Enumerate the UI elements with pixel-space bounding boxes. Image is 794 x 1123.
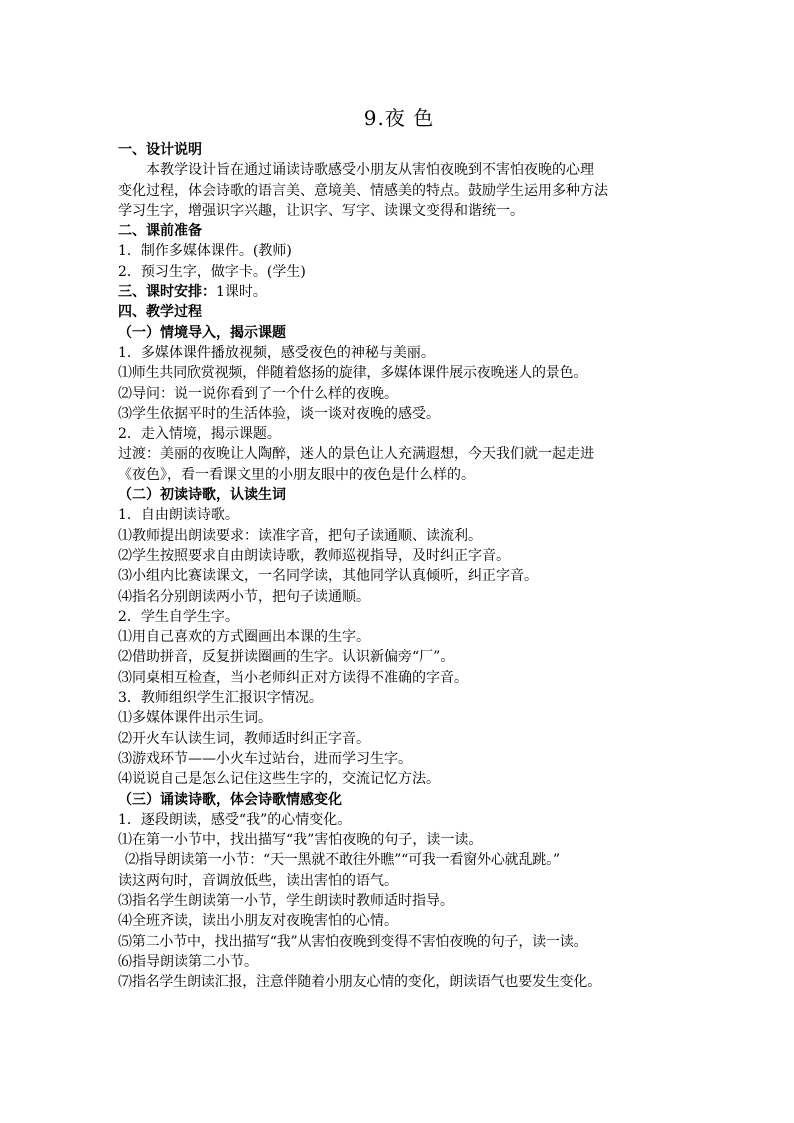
section-heading-label: 三、课时安排： — [118, 284, 216, 301]
list-item: 1．逐段朗读，感受“我”的心情变化。 — [118, 811, 352, 828]
list-item: 1．多媒体课件播放视频，感受夜色的神秘与美丽。 — [118, 344, 435, 361]
section-heading: 二、课前准备 — [118, 223, 202, 240]
list-item: ⑴在第一小节中，找出描写“我”害怕夜晚的句子，读一读。 — [118, 832, 483, 849]
list-item: ⑷说说自己是怎么记住这些生字的，交流记忆方法。 — [118, 771, 440, 788]
list-item: ⑵指导朗读第一小节：“天一黑就不敢往外瞧”“可我一看窗外心就乱跳。” — [125, 852, 560, 869]
list-item: 2．预习生字，做字卡。(学生) — [118, 263, 306, 280]
list-item: 2．学生自学生字。 — [118, 608, 239, 625]
list-item: ⑵导问：说一说你看到了一个什么样的夜晚。 — [118, 385, 398, 402]
list-item: ⑶游戏环节——小火车过站台，进而学习生字。 — [118, 750, 412, 767]
list-item: ⑵开火车认读生词，教师适时纠正字音。 — [118, 730, 370, 747]
paragraph-line: 读这两句时，音调放低些，读出害怕的语气。 — [118, 872, 398, 889]
list-item: 3．教师组织学生汇报识字情况。 — [118, 690, 323, 707]
list-item: 1．制作多媒体课件。(教师) — [118, 243, 292, 260]
list-item: ⑴用自己喜欢的方式圈画出本课的生字。 — [118, 629, 370, 646]
paragraph-line: 本教学设计旨在通过诵读诗歌感受小朋友从害怕夜晚到不害怕夜晚的心理 — [146, 162, 594, 179]
section-heading: 四、教学过程 — [118, 304, 202, 321]
section-heading-inline — [118, 282, 680, 302]
page-title: 9.夜 色 — [363, 106, 435, 130]
paragraph-line: 《夜色》，看一看课文里的小朋友眼中的夜色是什么样的。 — [118, 466, 475, 483]
paragraph-line: 过渡：美丽的夜晚让人陶醉，迷人的景色让人充满遐想，今天我们就一起走进 — [118, 446, 594, 463]
list-item: ⑴教师提出朗读要求：读准字音，把句子读通顺、读流利。 — [118, 527, 482, 544]
paragraph-line: 学习生字，增强识字兴趣，让识字、写字、读课文变得和谐统一。 — [118, 202, 524, 219]
list-item: ⑶小组内比赛读课文，一名同学读，其他同学认真倾听，纠正字音。 — [118, 568, 538, 585]
list-item: ⑷指名分别朗读两小节，把句子读通顺。 — [118, 588, 370, 605]
list-item: ⑶同桌相互检查，当小老师纠正对方读得不准确的字音。 — [118, 669, 468, 686]
list-item: ⑺指名学生朗读汇报，注意伴随着小朋友心情的变化，朗读语气也要发生变化。 — [118, 974, 601, 991]
list-item: 2．走入情境，揭示课题。 — [118, 426, 281, 443]
list-item: ⑵学生按照要求自由朗读诗歌，教师巡视指导，及时纠正字音。 — [118, 547, 510, 564]
section-heading-value: 1课时。 — [216, 284, 267, 301]
list-item: ⑴师生共同欣赏视频，伴随着悠扬的旋律，多媒体课件展示夜晚迷人的景色。 — [118, 365, 588, 382]
list-item: 1．自由朗读诗歌。 — [118, 507, 239, 524]
list-item: ⑹指导朗读第二小节。 — [118, 953, 258, 970]
paragraph-line: 变化过程，体会诗歌的语言美、意境美、情感美的特点。鼓励学生运用多种方法 — [118, 182, 608, 199]
document-page — [118, 104, 680, 992]
list-item: ⑴多媒体课件出示生词。 — [118, 710, 272, 727]
section-heading: 一、设计说明 — [118, 142, 202, 158]
subsection-heading: （三）诵读诗歌，体会诗歌情感变化 — [118, 791, 342, 808]
subsection-heading: （二）初读诗歌，认读生词 — [118, 487, 286, 504]
list-item: ⑶学生依据平时的生活体验，谈一谈对夜晚的感受。 — [118, 405, 440, 422]
subsection-heading: （一）情境导入，揭示课题 — [118, 324, 286, 341]
list-item: ⑷全班齐读，读出小朋友对夜晚害怕的心情。 — [118, 913, 398, 930]
list-item: ⑵借助拼音，反复拼读圈画的生字。认识新偏旁“厂”。 — [118, 649, 455, 666]
list-item: ⑶指名学生朗读第一小节，学生朗读时教师适时指导。 — [118, 892, 454, 909]
list-item: ⑸第二小节中，找出描写“我”从害怕夜晚到变得不害怕夜晚的句子，读一读。 — [118, 933, 588, 950]
